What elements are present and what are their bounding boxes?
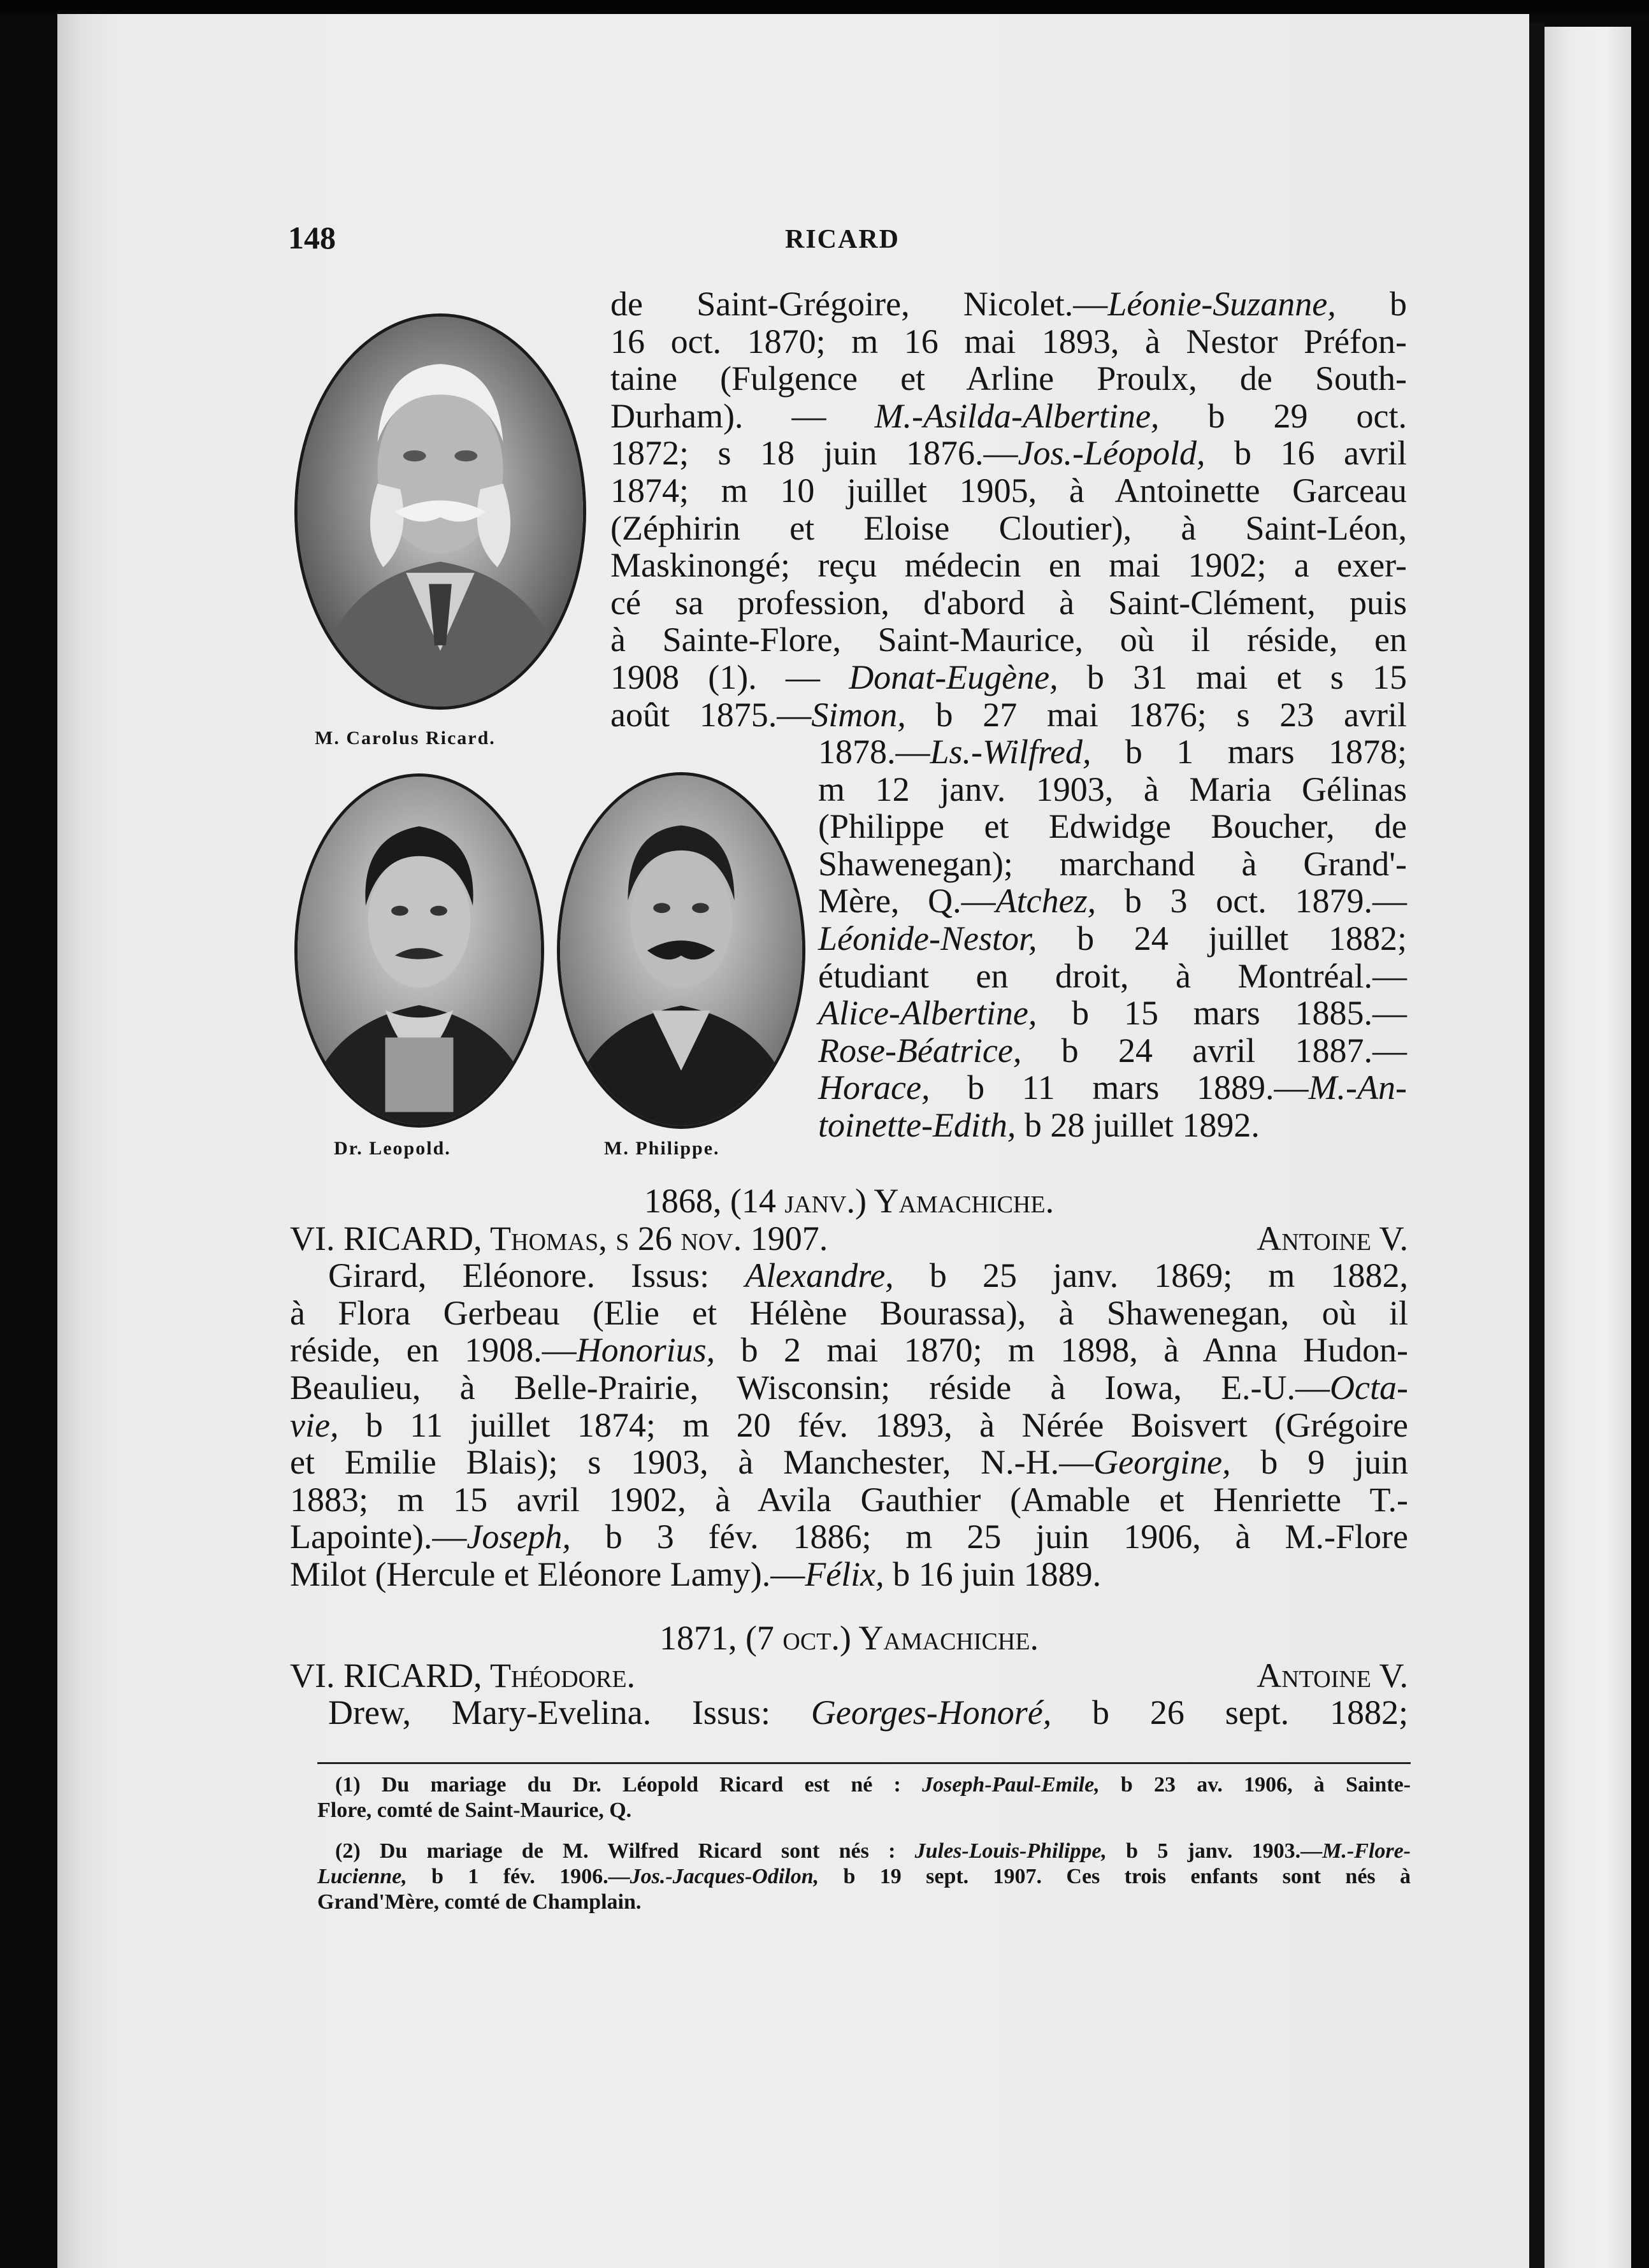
entry-line [290,1331,1408,1369]
text-run: Shawenegan); marchand à Grand'- [818,844,1407,883]
footnote-1 [317,1772,1411,1823]
entry-line [290,1518,1408,1556]
text-run: août 1875.— [610,695,812,734]
italic-name: Jos.-Jacques-Odilon, [630,1865,819,1888]
text-run: b 25 janv. 1869; m 1882, [893,1256,1408,1295]
entry-heading-lineage: Antoine V. [1257,1219,1408,1258]
text-run: taine (Fulgence et Arline Proulx, de South- [610,359,1407,398]
footnote-rule [317,1762,1411,1764]
paragraph-line [610,621,1407,659]
text-run: b 23 av. 1906, à Sainte- [1099,1773,1411,1797]
text-run: b 26 sept. 1882; [1051,1693,1408,1732]
running-head: RICARD [785,225,900,254]
paragraph-line [610,434,1407,472]
paragraph-line [610,472,1407,510]
text-run: Milot (Hercule et Eléonore Lamy).— [290,1554,805,1593]
text-run: b 1 fév. 1906.— [407,1865,630,1888]
paragraph-line [610,285,1407,323]
footnote-line [317,1772,1411,1798]
italic-name: Lucienne, [317,1865,407,1888]
footnote-2 [317,1839,1411,1915]
paragraph-line [818,1107,1407,1144]
text-run: à Flora Gerbeau (Elie et Hélène Bourassa), à Shawenegan, où il [290,1293,1408,1332]
italic-name: Simon, [811,695,906,734]
paragraph-line [818,882,1407,920]
text-run: b 11 juillet 1874; m 20 fév. 1893, à Nérée Boisvert (Grégoire [338,1405,1408,1444]
italic-name: Félix, [805,1554,884,1593]
text-run: et Emilie Blais); s 1903, à Manchester, N.-H.— [290,1443,1094,1482]
text-run: Mère, Q.— [818,882,996,921]
scan-border-top [0,0,1649,14]
text-run: b 3 fév. 1886; m 25 juin 1906, à M.-Flore [570,1518,1408,1556]
text-run: b 24 avril 1887.— [1021,1031,1407,1070]
text-run: (1) Du mariage du Dr. Léopold Ricard est né : [335,1773,923,1797]
paragraph-line [610,659,1407,696]
italic-name: Atchez, [995,882,1097,921]
text-run: cé sa profession, d'abord à Saint-Clément, puis [610,583,1407,622]
text-run: 1908 (1). — [610,657,849,696]
paragraph-line [818,958,1407,995]
portrait-caption-leopold: Dr. Leopold. [334,1138,451,1159]
scan-border-right [1631,19,1649,2268]
text-run: Lapointe).— [290,1518,467,1556]
text-run: b 16 juin 1889. [884,1554,1102,1593]
text-run: b 27 mai 1876; s 23 avril [905,695,1407,734]
text-run: Maskinongé; reçu médecin en mai 1902; a exer- [610,546,1407,585]
text-run: Beaulieu, à Belle-Prairie, Wisconsin; réside à Iowa, E.-U.— [290,1368,1330,1407]
text-run: (Philippe et Edwidge Boucher, de [818,807,1407,846]
entry-body [290,1257,1408,1593]
text-run: de Saint-Grégoire, Nicolet.— [610,285,1108,323]
italic-name: Léonie-Suzanne, [1107,285,1336,323]
footnote-line [317,1798,1411,1823]
italic-name: Alice-Albertine, [818,994,1037,1033]
footnote-line [317,1864,1411,1890]
text-run: Drew, Mary-Evelina. Issus: [328,1693,811,1732]
italic-name: toinette-Edith, [818,1105,1016,1144]
paragraph-line [818,808,1407,845]
portrait-carolus-ricard [294,313,586,710]
text-run: Grand'Mère, comté de Champlain. [317,1890,642,1914]
entry-line [290,1694,1408,1732]
entry-heading [290,1657,1408,1695]
entry-theodore-ricard [290,1619,1408,1732]
text-run: b 9 juin [1230,1443,1408,1482]
text-run: b 31 mai et s 15 [1058,657,1407,696]
paragraph-line [818,1032,1407,1070]
text-run: b 29 oct. [1159,396,1407,435]
italic-name: Donat-Eugène, [849,657,1058,696]
italic-name: Jos.-Léopold, [1018,434,1206,473]
italic-name: Georges-Honoré, [810,1693,1052,1732]
text-run: 1878.— [818,733,930,771]
text-run: (2) Du mariage de M. Wilfred Ricard sont nés : [335,1839,915,1863]
text-run: b [1336,285,1407,323]
paragraph-line [610,360,1407,398]
footnote-line [317,1890,1411,1915]
italic-name: Alexandre, [745,1256,894,1295]
italic-name: Joseph-Paul-Emile, [922,1773,1100,1797]
text-run: b 15 mars 1885.— [1037,994,1407,1033]
page-number: 148 [288,220,336,255]
text-run: étudiant en droit, à Montréal.— [818,956,1407,995]
text-run: (Zéphirin et Eloise Cloutier), à Saint-Léon, [610,508,1407,547]
entry-line [290,1295,1408,1332]
text-run: Girard, Eléonore. Issus: [328,1256,745,1295]
entry-dateline: 1871, (7 oct.) Yamachiche. [659,1619,1039,1657]
italic-name: Léonide-Nestor, [818,919,1037,958]
paragraph-line [610,398,1407,435]
text-run: 1872; s 18 juin 1876.— [610,434,1018,473]
text-run: b 3 oct. 1879.— [1096,882,1407,921]
paragraph-line [818,920,1407,958]
text-run: b 16 avril [1205,434,1407,473]
italic-name: Rose-Béatrice, [818,1031,1022,1070]
portrait-caption-carolus: M. Carolus Ricard. [315,728,496,749]
portrait-dr-leopold [294,773,544,1128]
paragraph-line [610,696,1407,734]
text-run: b 19 sept. 1907. Ces trois enfants sont nés à [819,1865,1411,1888]
text-run: b 28 juillet 1892. [1016,1105,1260,1144]
paragraph-line [610,510,1407,547]
entry-heading [290,1220,1408,1258]
footnotes [317,1772,1411,1930]
paragraph-wide-column [610,285,1407,733]
paragraph-line [818,845,1407,883]
paragraph-line [610,323,1407,361]
entry-thomas-ricard [290,1182,1408,1593]
italic-name: Georgine, [1093,1443,1231,1482]
paragraph-line [610,547,1407,584]
entry-dateline: 1868, (14 janv.) Yamachiche. [644,1182,1055,1220]
portrait-m-philippe [557,772,805,1129]
text-run: b 2 mai 1870; m 1898, à Anna Hudon- [715,1331,1408,1370]
italic-name: M.-An- [1308,1068,1407,1107]
paragraph-line [818,994,1407,1032]
text-run: 1874; m 10 juillet 1905, à Antoinette Garceau [610,471,1407,510]
italic-name: Octa- [1330,1368,1408,1407]
text-run: réside, en 1908.— [290,1331,577,1370]
italic-name: Honorius, [576,1331,716,1370]
entry-body [290,1694,1408,1732]
italic-name: M.-Asilda-Albertine, [874,396,1160,435]
paragraph-narrow-column [818,733,1407,1144]
footnote-line [317,1839,1411,1864]
text-run: m 12 janv. 1903, à Maria Gélinas [818,770,1407,808]
portrait-caption-philippe: M. Philippe. [604,1138,720,1159]
text-run: 16 oct. 1870; m 16 mai 1893, à Nestor Préfon- [610,322,1407,361]
italic-name: Ls.-Wilfred, [930,733,1091,771]
text-run: b 1 mars 1878; [1091,733,1407,771]
italic-name: Joseph, [466,1518,571,1556]
text-run: b 24 juillet 1882; [1037,919,1407,958]
paragraph-line [818,771,1407,808]
italic-name: vie, [290,1405,339,1444]
entry-heading-name: VI. RICARD, Thomas, s 26 nov. 1907. [290,1219,828,1258]
text-run: Durham). — [610,396,875,435]
italic-name: Jules-Louis-Philippe, [914,1839,1107,1863]
entry-line [290,1369,1408,1407]
next-page-edge [1545,27,1631,2268]
text-run: Flore, comté de Saint-Maurice, Q. [317,1798,632,1822]
italic-name: Horace, [818,1068,930,1107]
entry-line [290,1257,1408,1295]
paragraph-line [818,733,1407,771]
entry-heading-name: VI. RICARD, Théodore. [290,1656,636,1695]
text-run: b 5 janv. 1903.— [1106,1839,1323,1863]
italic-name: M.-Flore- [1322,1839,1411,1863]
text-run: à Sainte-Flore, Saint-Maurice, où il réside, en [610,621,1407,659]
entry-line [290,1444,1408,1481]
entry-line [290,1481,1408,1519]
text-run: 1883; m 15 avril 1902, à Avila Gauthier (Amable et Henriette T.- [290,1480,1408,1519]
text-run: b 11 mars 1889.— [930,1068,1309,1107]
book-binding-gutter [1529,23,1545,2268]
entry-line [290,1407,1408,1444]
entry-line [290,1556,1408,1593]
paragraph-line [610,584,1407,622]
entry-heading-lineage: Antoine V. [1257,1656,1408,1695]
paragraph-line [818,1069,1407,1107]
